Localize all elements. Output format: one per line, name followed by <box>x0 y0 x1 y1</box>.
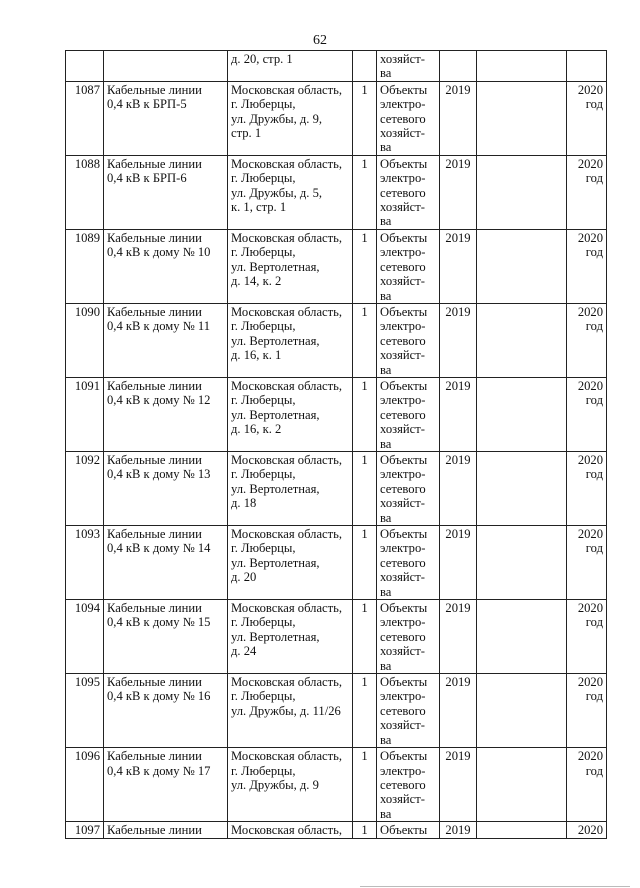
blank-cell <box>477 81 567 155</box>
object-name-line: 0,4 кВ к дому № 14 <box>107 541 211 556</box>
registration-year: 2019 <box>440 600 477 674</box>
object-type-line: ва <box>380 658 392 673</box>
object-type <box>377 51 440 82</box>
object-address-line: д. 24 <box>231 644 257 659</box>
object-type-line: ва <box>380 510 392 525</box>
object-type-line: хозяйст- <box>380 718 425 733</box>
object-name-line: 0,4 кВ к дому № 12 <box>107 393 211 408</box>
object-name <box>104 229 228 303</box>
completion-year-line: 2020 <box>577 304 603 319</box>
registry-table <box>65 50 607 839</box>
object-type-line: ва <box>380 436 392 451</box>
object-address-line: г. Люберцы, <box>231 319 296 334</box>
object-quantity <box>353 51 377 82</box>
object-address-line: д. 20 <box>231 570 257 585</box>
object-quantity: 1 <box>353 155 377 229</box>
object-address-line: г. Люберцы, <box>231 467 296 482</box>
row-number: 1087 <box>66 81 104 155</box>
object-address-line: стр. 1 <box>231 126 262 141</box>
object-type-line: сетевого <box>380 629 426 644</box>
object-address-line: д. 20, стр. 1 <box>231 52 293 66</box>
table-row-continuation <box>66 51 607 82</box>
object-type-line: ва <box>380 140 392 155</box>
completion-year <box>567 81 607 155</box>
completion-year <box>567 51 607 82</box>
object-quantity: 1 <box>353 303 377 377</box>
object-type-line: Объекты <box>380 230 428 245</box>
object-address-line: г. Люберцы, <box>231 541 296 556</box>
completion-year-line: 2020 <box>577 378 603 393</box>
object-address-line: Московская область, <box>231 304 343 319</box>
object-address <box>228 451 353 525</box>
object-name-line: Кабельные линии <box>107 823 202 838</box>
completion-year <box>567 155 607 229</box>
object-address <box>228 748 353 822</box>
registration-year: 2019 <box>440 229 477 303</box>
object-address-line: ул. Вертолетная, <box>231 333 320 348</box>
object-address-line: Московская область, <box>231 230 343 245</box>
object-type <box>377 526 440 600</box>
object-type-line: Объекты <box>380 378 428 393</box>
blank-cell <box>477 303 567 377</box>
object-type-line: хозяйст- <box>380 792 425 807</box>
object-type-line: Объекты <box>380 675 428 690</box>
object-address-line: ул. Вертолетная, <box>231 407 320 422</box>
object-type-line: Объекты <box>380 749 428 764</box>
object-type <box>377 155 440 229</box>
object-address-line: Московская область, <box>231 675 343 690</box>
object-type-line: сетевого <box>380 333 426 348</box>
object-type-line: ва <box>380 214 392 229</box>
blank-cell <box>477 748 567 822</box>
object-quantity: 1 <box>353 748 377 822</box>
object-type-line: Объекты <box>380 304 428 319</box>
object-address <box>228 822 353 838</box>
row-number: 1090 <box>66 303 104 377</box>
object-name <box>104 822 228 838</box>
object-type <box>377 229 440 303</box>
row-number: 1097 <box>66 822 104 838</box>
object-address-line: Московская область, <box>231 601 343 616</box>
registration-year: 2019 <box>440 748 477 822</box>
completion-year-line: 2020 <box>577 675 603 690</box>
completion-year-line: 2020 <box>577 230 603 245</box>
blank-cell <box>477 526 567 600</box>
object-type-line: ва <box>380 732 392 747</box>
registration-year: 2019 <box>440 526 477 600</box>
table-row <box>66 155 607 229</box>
object-address <box>228 155 353 229</box>
object-address-line: д. 18 <box>231 496 257 511</box>
table-row <box>66 526 607 600</box>
object-address <box>228 229 353 303</box>
object-name-line: 0,4 кВ к дому № 11 <box>107 319 210 334</box>
blank-cell <box>477 600 567 674</box>
blank-cell <box>477 822 567 838</box>
page-number: 62 <box>313 33 327 48</box>
completion-year-line: 2020 <box>577 823 603 838</box>
object-quantity: 1 <box>353 229 377 303</box>
object-name-line: 0,4 кВ к дому № 13 <box>107 467 211 482</box>
row-number: 1094 <box>66 600 104 674</box>
registration-year: 2019 <box>440 81 477 155</box>
object-type-line: Объекты <box>380 452 428 467</box>
object-type-line: сетевого <box>380 111 426 126</box>
object-type-line: сетевого <box>380 703 426 718</box>
row-number: 1096 <box>66 748 104 822</box>
object-address-line: ул. Дружбы, д. 11/26 <box>231 703 341 718</box>
object-name-line: 0,4 кВ к БРП-5 <box>107 97 187 112</box>
object-type-line: сетевого <box>380 407 426 422</box>
completion-year-line: год <box>585 689 603 704</box>
blank-cell <box>477 674 567 748</box>
object-address-line: г. Люберцы, <box>231 171 296 186</box>
object-quantity: 1 <box>353 451 377 525</box>
object-quantity: 1 <box>353 600 377 674</box>
object-quantity: 1 <box>353 674 377 748</box>
object-type-line: электро- <box>380 319 426 334</box>
object-name-line: Кабельные линии <box>107 82 202 97</box>
object-type-line: электро- <box>380 245 426 260</box>
object-type-line: сетевого <box>380 777 426 792</box>
object-address-line: ул. Вертолетная, <box>231 555 320 570</box>
object-name <box>104 155 228 229</box>
object-address <box>228 81 353 155</box>
object-address-line: г. Люберцы, <box>231 97 296 112</box>
object-address-line: г. Люберцы, <box>231 689 296 704</box>
object-address-line: Московская область, <box>231 527 343 541</box>
completion-year <box>567 377 607 451</box>
registration-year <box>440 51 477 82</box>
object-address <box>228 526 353 600</box>
registration-year: 2019 <box>440 377 477 451</box>
object-quantity: 1 <box>353 81 377 155</box>
object-type-line: электро- <box>380 689 426 704</box>
registration-year: 2019 <box>440 674 477 748</box>
object-type <box>377 822 440 838</box>
completion-year-line: 2020 <box>577 527 603 541</box>
blank-cell <box>477 377 567 451</box>
object-address <box>228 674 353 748</box>
object-address-line: Московская область, <box>231 82 343 97</box>
object-address <box>228 51 353 82</box>
completion-year <box>567 229 607 303</box>
object-name-line: Кабельные линии <box>107 156 202 171</box>
registration-year: 2019 <box>440 822 477 838</box>
completion-year-line: год <box>585 319 603 334</box>
object-type-line: электро- <box>380 393 426 408</box>
object-name <box>104 600 228 674</box>
object-address-line: д. 14, к. 2 <box>231 274 282 289</box>
completion-year-line: год <box>585 615 603 630</box>
object-type-line: ва <box>380 288 392 303</box>
row-number: 1091 <box>66 377 104 451</box>
object-address-line: г. Люберцы, <box>231 763 296 778</box>
row-number <box>66 51 104 82</box>
object-type <box>377 748 440 822</box>
object-name <box>104 303 228 377</box>
object-address <box>228 377 353 451</box>
object-type-line: хозяйст- <box>380 348 425 363</box>
object-type-line: хозяйст- <box>380 644 425 659</box>
table-row <box>66 229 607 303</box>
object-name-line: Кабельные линии <box>107 230 202 245</box>
object-type-line: Объекты <box>380 82 428 97</box>
object-name-line: Кабельные линии <box>107 527 202 541</box>
object-type <box>377 674 440 748</box>
row-number: 1088 <box>66 155 104 229</box>
object-address-line: Московская область, <box>231 749 343 764</box>
object-name-line: Кабельные линии <box>107 601 202 616</box>
completion-year <box>567 748 607 822</box>
blank-cell <box>477 51 567 82</box>
object-type <box>377 377 440 451</box>
object-type-line: хозяйст- <box>380 422 425 437</box>
blank-cell <box>477 155 567 229</box>
object-name-line: 0,4 кВ к дому № 17 <box>107 763 211 778</box>
object-address-line: ул. Вертолетная, <box>231 629 320 644</box>
object-type-line: сетевого <box>380 481 426 496</box>
object-type-line: сетевого <box>380 185 426 200</box>
table-row <box>66 451 607 525</box>
object-type-line: ва <box>380 584 392 599</box>
object-type-line: хозяйст- <box>380 274 425 289</box>
object-type <box>377 600 440 674</box>
object-type-line: сетевого <box>380 259 426 274</box>
object-address-line: д. 16, к. 2 <box>231 422 282 437</box>
object-type-line: хозяйст- <box>380 200 425 215</box>
row-number: 1095 <box>66 674 104 748</box>
object-address-line: Московская область, <box>231 378 343 393</box>
object-address-line: д. 16, к. 1 <box>231 348 282 363</box>
completion-year <box>567 822 607 838</box>
object-address-line: г. Люберцы, <box>231 615 296 630</box>
object-address-line: ул. Вертолетная, <box>231 481 320 496</box>
object-type-line: электро- <box>380 467 426 482</box>
completion-year-line: 2020 <box>577 749 603 764</box>
object-type-line: Объекты <box>380 601 428 616</box>
completion-year-line: 2020 <box>577 82 603 97</box>
row-number: 1092 <box>66 451 104 525</box>
object-type-line: электро- <box>380 763 426 778</box>
object-name <box>104 451 228 525</box>
object-name-line: Кабельные линии <box>107 378 202 393</box>
registration-year: 2019 <box>440 303 477 377</box>
completion-year-line: 2020 <box>577 156 603 171</box>
object-type-line: Объекты <box>380 156 428 171</box>
blank-cell <box>477 229 567 303</box>
object-type-line: хозяйст- <box>380 126 425 141</box>
table-row <box>66 303 607 377</box>
completion-year-line: год <box>585 245 603 260</box>
object-address-line: ул. Дружбы, д. 5, <box>231 185 323 200</box>
completion-year-line: год <box>585 171 603 186</box>
row-number: 1089 <box>66 229 104 303</box>
object-name <box>104 377 228 451</box>
completion-year <box>567 600 607 674</box>
object-type-line: хозяйст- <box>380 496 425 511</box>
object-name-line: 0,4 кВ к дому № 15 <box>107 615 211 630</box>
completion-year-line: год <box>585 97 603 112</box>
object-type-line: Объекты <box>380 823 428 838</box>
object-address-line: ул. Дружбы, д. 9, <box>231 111 323 126</box>
object-type-line: хозяйст- <box>380 52 425 66</box>
bottom-rule <box>360 886 630 887</box>
object-address-line: Московская область, <box>231 452 343 467</box>
completion-year <box>567 674 607 748</box>
object-quantity: 1 <box>353 822 377 838</box>
object-type-line: электро- <box>380 97 426 112</box>
object-address-line: к. 1, стр. 1 <box>231 200 287 215</box>
completion-year-line: 2020 <box>577 601 603 616</box>
object-name-line: Кабельные линии <box>107 452 202 467</box>
object-name <box>104 526 228 600</box>
object-address-line: ул. Вертолетная, <box>231 259 320 274</box>
object-type <box>377 303 440 377</box>
table-row-partial <box>66 822 607 838</box>
object-name <box>104 748 228 822</box>
registration-year: 2019 <box>440 155 477 229</box>
object-type-line: сетевого <box>380 555 426 570</box>
object-name <box>104 674 228 748</box>
object-address <box>228 600 353 674</box>
object-type-line: хозяйст- <box>380 570 425 585</box>
object-type <box>377 451 440 525</box>
object-address-line: г. Люберцы, <box>231 245 296 260</box>
registration-year: 2019 <box>440 451 477 525</box>
object-name <box>104 51 228 82</box>
object-type-line: ва <box>380 806 392 821</box>
object-type-line: электро- <box>380 541 426 556</box>
table-row <box>66 600 607 674</box>
object-name-line: 0,4 кВ к дому № 10 <box>107 245 211 260</box>
object-name <box>104 81 228 155</box>
object-name-line: Кабельные линии <box>107 749 202 764</box>
object-type-line: электро- <box>380 171 426 186</box>
completion-year-line: год <box>585 763 603 778</box>
completion-year <box>567 526 607 600</box>
registry-table-body <box>66 51 607 839</box>
object-name-line: 0,4 кВ к дому № 16 <box>107 689 211 704</box>
object-type <box>377 81 440 155</box>
table-row <box>66 81 607 155</box>
blank-cell <box>477 451 567 525</box>
object-name-line: Кабельные линии <box>107 675 202 690</box>
object-address-line: Московская область, <box>231 156 343 171</box>
row-number: 1093 <box>66 526 104 600</box>
completion-year-line: год <box>585 393 603 408</box>
object-quantity: 1 <box>353 526 377 600</box>
completion-year <box>567 303 607 377</box>
object-address-line: г. Люберцы, <box>231 393 296 408</box>
object-address-line: ул. Дружбы, д. 9 <box>231 777 319 792</box>
object-name-line: Кабельные линии <box>107 304 202 319</box>
table-row <box>66 377 607 451</box>
object-name-line: 0,4 кВ к БРП-6 <box>107 171 187 186</box>
object-type-line: электро- <box>380 615 426 630</box>
object-type-line: ва <box>380 362 392 377</box>
object-quantity: 1 <box>353 377 377 451</box>
table-row <box>66 748 607 822</box>
object-address-line: Московская область, <box>231 823 343 838</box>
completion-year <box>567 451 607 525</box>
object-address <box>228 303 353 377</box>
completion-year-line: год <box>585 541 603 556</box>
completion-year-line: 2020 <box>577 452 603 467</box>
object-type-line: ва <box>380 66 392 81</box>
object-type-line: Объекты <box>380 527 428 541</box>
completion-year-line: год <box>585 467 603 482</box>
table-row <box>66 674 607 748</box>
